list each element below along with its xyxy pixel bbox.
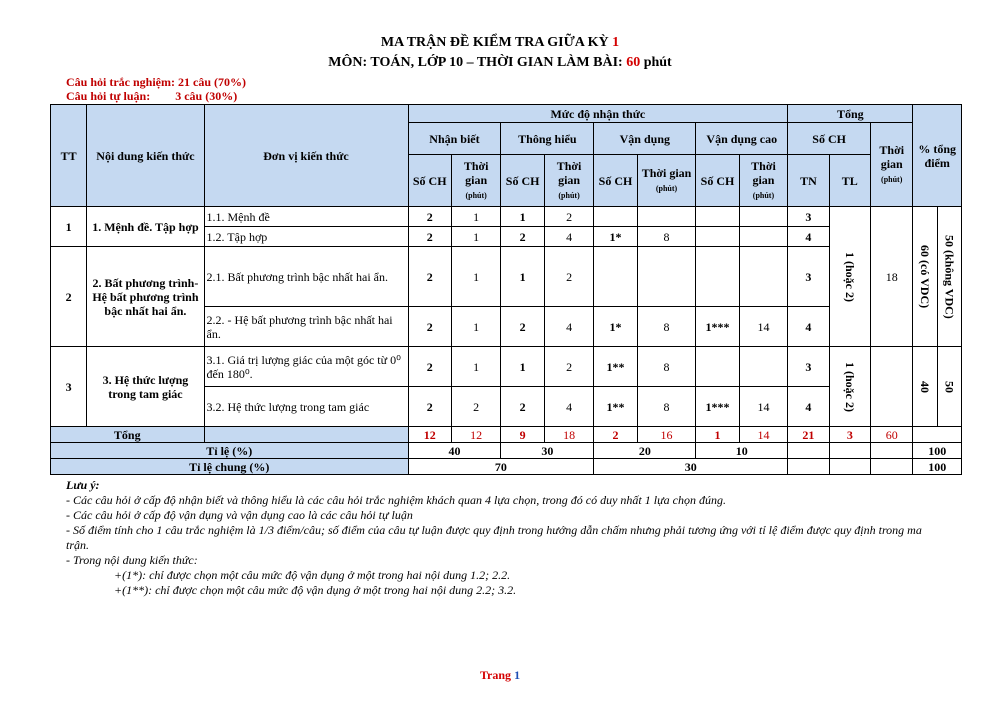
cell-vdc-time: 14 (739, 387, 787, 427)
ratio-th: 30 (501, 443, 594, 459)
header-th: Thông hiểu (501, 123, 594, 155)
cell-th-time: 2 (544, 207, 593, 227)
total-row (51, 427, 962, 443)
ratio-blank (788, 443, 829, 459)
header-tt: TT (51, 105, 87, 207)
pct-vdc-1-text: 60 (có VDC) (918, 244, 933, 309)
cell-vd-time (637, 247, 696, 307)
cell-th: 1 (501, 247, 544, 307)
ratio-vdc: 10 (696, 443, 788, 459)
cell-vdc (696, 347, 739, 387)
cell-pct-vdc-1 (913, 207, 937, 347)
total-time-unit: (phút) (881, 174, 903, 184)
cell-tn: 4 (788, 387, 829, 427)
mcq-count: Câu hỏi trắc nghiệm: 21 câu (70%) (66, 75, 246, 89)
row-content: 2. Bất phương trình- Hệ bất phương trình bậc nhất hai ẩn. (87, 247, 204, 347)
total-vd-time: 16 (637, 427, 696, 443)
page-title (0, 35, 1000, 51)
page-footer (0, 668, 1000, 683)
notes-title: Lưu ý: (66, 478, 100, 492)
ratio-row (51, 443, 962, 459)
cell-pct-novdc-1 (937, 207, 961, 347)
cell-vdc: 1*** (696, 387, 739, 427)
sub-vdc-soch: Số CH (696, 155, 739, 207)
total-tl: 3 (829, 427, 870, 443)
note-subitem: +(1*): chỉ được chọn một câu mức độ vận dụng ở một trong hai nội dung 1.2; 2.2. (114, 568, 511, 582)
ratio-blank (829, 443, 870, 459)
cell-nb-time: 1 (451, 207, 500, 227)
row-unit: 3.2. Hệ thức lượng trong tam giác (204, 387, 408, 427)
cell-nb-time: 1 (451, 307, 500, 347)
ratio-all-label: Tỉ lệ chung (%) (51, 459, 409, 475)
subtitle-text: MÔN: TOÁN, LỚP 10 – THỜI GIAN LÀM BÀI: (328, 55, 623, 70)
sub-th-soch: Số CH (501, 155, 544, 207)
row-tt: 2 (51, 247, 87, 347)
total-time: 60 (871, 427, 913, 443)
cell-tn: 3 (788, 207, 829, 227)
row-content: 3. Hệ thức lượng trong tam giác (87, 347, 204, 427)
essay-count (66, 89, 237, 103)
cell-vdc (696, 207, 739, 227)
subtitle-unit: phút (643, 55, 672, 70)
header-total-soch: Số CH (788, 123, 871, 155)
ratio-all-a: 70 (408, 459, 594, 475)
title-text: MA TRẬN ĐỀ KIỂM TRA GIỮA KỲ (380, 35, 609, 50)
ratio-pct: 100 (913, 443, 962, 459)
total-blank (204, 427, 408, 443)
total-time-label: Thời gian (879, 142, 905, 171)
page-number: 1 (514, 668, 521, 682)
cell-tl-group2 (829, 347, 870, 427)
row-tt: 1 (51, 207, 87, 247)
time-label: Thời gian (463, 158, 489, 187)
cell-vdc-time (739, 207, 787, 227)
cell-th-time: 2 (544, 347, 593, 387)
time-unit: (phút) (655, 183, 678, 193)
sub-nb-soch: Số CH (408, 155, 451, 207)
cell-vd-time: 8 (637, 387, 696, 427)
table-row (51, 347, 962, 387)
essay-value: 3 câu (30%) (175, 89, 238, 103)
time-unit: (phút) (558, 190, 580, 200)
header-content: Nội dung kiến thức (87, 105, 204, 207)
sub-vd-soch: Số CH (594, 155, 637, 207)
title-number: 1 (612, 35, 620, 50)
row-unit: 2.1. Bất phương trình bậc nhất hai ẩn. (204, 247, 408, 307)
total-th-time: 18 (544, 427, 593, 443)
total-vd: 2 (594, 427, 637, 443)
cell-th: 2 (501, 227, 544, 247)
cell-th-time: 4 (544, 307, 593, 347)
sub-vd-time (637, 155, 696, 207)
cell-nb-time: 1 (451, 247, 500, 307)
total-nb-time: 12 (451, 427, 500, 443)
header-percent: % tổng điểm (913, 105, 962, 207)
cell-vd-time (637, 207, 696, 227)
header-level: Mức độ nhận thức (408, 105, 788, 123)
cell-nb-time: 1 (451, 227, 500, 247)
essay-label: Câu hỏi tự luận: (66, 89, 151, 103)
cell-nb-time: 1 (451, 347, 500, 387)
pct-novdc-1-text: 50 (không VDC) (942, 234, 957, 319)
cell-vdc-time (739, 227, 787, 247)
page-subtitle (0, 55, 1000, 71)
ratio-nb: 40 (408, 443, 501, 459)
ratio-all-b: 30 (594, 459, 788, 475)
cell-tn: 4 (788, 307, 829, 347)
time-unit: (phút) (465, 190, 487, 200)
note-item: - Các câu hỏi ở cấp độ vận dụng và vận dụng cao là các câu hỏi tự luận (66, 508, 413, 522)
sub-vdc-time (739, 155, 787, 207)
header-total: Tổng (788, 105, 913, 123)
cell-tl-group1 (829, 207, 870, 347)
cell-vd (594, 207, 637, 227)
cell-th: 1 (501, 207, 544, 227)
cell-vdc (696, 227, 739, 247)
cell-tn: 3 (788, 347, 829, 387)
cell-vd: 1** (594, 387, 637, 427)
sub-nb-time (451, 155, 500, 207)
ratio-all-blank (829, 459, 870, 475)
time-label: Thời gian (751, 158, 776, 187)
cell-vdc-time: 14 (739, 307, 787, 347)
cell-vdc-time (739, 247, 787, 307)
cell-nb-time: 2 (451, 387, 500, 427)
footer-label: Trang (479, 668, 512, 682)
time-label: Thời gian (556, 158, 582, 187)
ratio-all-row (51, 459, 962, 475)
time-unit: (phút) (752, 190, 775, 200)
cell-vd-time: 8 (637, 307, 696, 347)
cell-nb: 2 (408, 207, 451, 227)
row-tt: 3 (51, 347, 87, 427)
total-tn: 21 (788, 427, 829, 443)
table-row (51, 207, 962, 227)
row-unit: 3.1. Giá trị lượng giác của một góc từ 0⁰ đến 180⁰. (204, 347, 408, 387)
total-th: 9 (501, 427, 544, 443)
notes (66, 478, 946, 598)
cell-vdc (696, 247, 739, 307)
total-vdc-time: 14 (739, 427, 787, 443)
total-vdc: 1 (696, 427, 739, 443)
header-vd: Vận dụng (594, 123, 696, 155)
cell-vd-time: 8 (637, 347, 696, 387)
cell-vdc-time (739, 347, 787, 387)
ratio-all-blank (871, 459, 913, 475)
cell-th: 1 (501, 347, 544, 387)
cell-nb: 2 (408, 247, 451, 307)
cell-vd: 1* (594, 307, 637, 347)
note-item: - Số điểm tính cho 1 câu trắc nghiệm là 1/3 điểm/câu; số điểm của câu tự luận được quy định trong hướng dẫn chấm nhưng phải tương ứng với tỉ lệ điểm được quy định trong ma trận. (66, 523, 922, 552)
table-row (51, 247, 962, 307)
sub-tn: TN (788, 155, 829, 207)
cell-nb: 2 (408, 387, 451, 427)
header-unit: Đơn vị kiến thức (204, 105, 408, 207)
header-nb: Nhận biết (408, 123, 501, 155)
cell-vd-time: 8 (637, 227, 696, 247)
row-unit: 2.2. - Hệ bất phương trình bậc nhất hai ẩn. (204, 307, 408, 347)
cell-vdc: 1*** (696, 307, 739, 347)
cell-tn: 4 (788, 227, 829, 247)
total-label: Tổng (51, 427, 205, 443)
header-vdc: Vận dụng cao (696, 123, 788, 155)
cell-vd: 1** (594, 347, 637, 387)
time-label: Thời gian (641, 165, 692, 180)
cell-th: 2 (501, 387, 544, 427)
sub-th-time (544, 155, 593, 207)
header-total-time (871, 123, 913, 207)
note-item: - Các câu hỏi ở cấp độ nhận biết và thông hiểu là các câu hỏi trắc nghiệm khách quan 4 lựa chọn, trong đó có duy nhất 1 lựa chọn đúng. (66, 493, 726, 507)
tl-group1-text: 1 (hoặc 2) (842, 251, 857, 302)
cell-tn: 3 (788, 247, 829, 307)
ratio-all-blank (788, 459, 829, 475)
ratio-all-pct: 100 (913, 459, 962, 475)
cell-th-time: 4 (544, 227, 593, 247)
cell-time-group2 (871, 347, 913, 427)
row-unit: 1.1. Mệnh đề (204, 207, 408, 227)
cell-nb: 2 (408, 227, 451, 247)
cell-nb: 2 (408, 307, 451, 347)
cell-time-group1: 18 (871, 207, 913, 347)
cell-th-time: 2 (544, 247, 593, 307)
cell-pct-novdc-2 (937, 347, 961, 427)
pct-novdc-2-text: 50 (942, 380, 957, 393)
sub-tl: TL (829, 155, 870, 207)
cell-vd (594, 247, 637, 307)
total-pct-blank (913, 427, 962, 443)
pct-vdc-2-text: 40 (918, 380, 933, 393)
cell-th-time: 4 (544, 387, 593, 427)
exam-matrix-table (50, 104, 962, 475)
ratio-blank (871, 443, 913, 459)
cell-th: 2 (501, 307, 544, 347)
cell-nb: 2 (408, 347, 451, 387)
ratio-label: Tỉ lệ (%) (51, 443, 409, 459)
cell-vd: 1* (594, 227, 637, 247)
note-item: - Trong nội dung kiến thức: (66, 553, 198, 567)
total-nb: 12 (408, 427, 451, 443)
row-unit: 1.2. Tập hợp (204, 227, 408, 247)
tl-group2-text: 1 (hoặc 2) (842, 361, 857, 412)
subtitle-time: 60 (626, 55, 641, 70)
row-content: 1. Mệnh đề. Tập hợp (87, 207, 204, 247)
cell-pct-vdc-2 (913, 347, 937, 427)
note-subitem: +(1**): chỉ được chọn một câu mức độ vận dụng ở một trong hai nội dung 2.2; 3.2. (114, 583, 517, 597)
ratio-vd: 20 (594, 443, 696, 459)
